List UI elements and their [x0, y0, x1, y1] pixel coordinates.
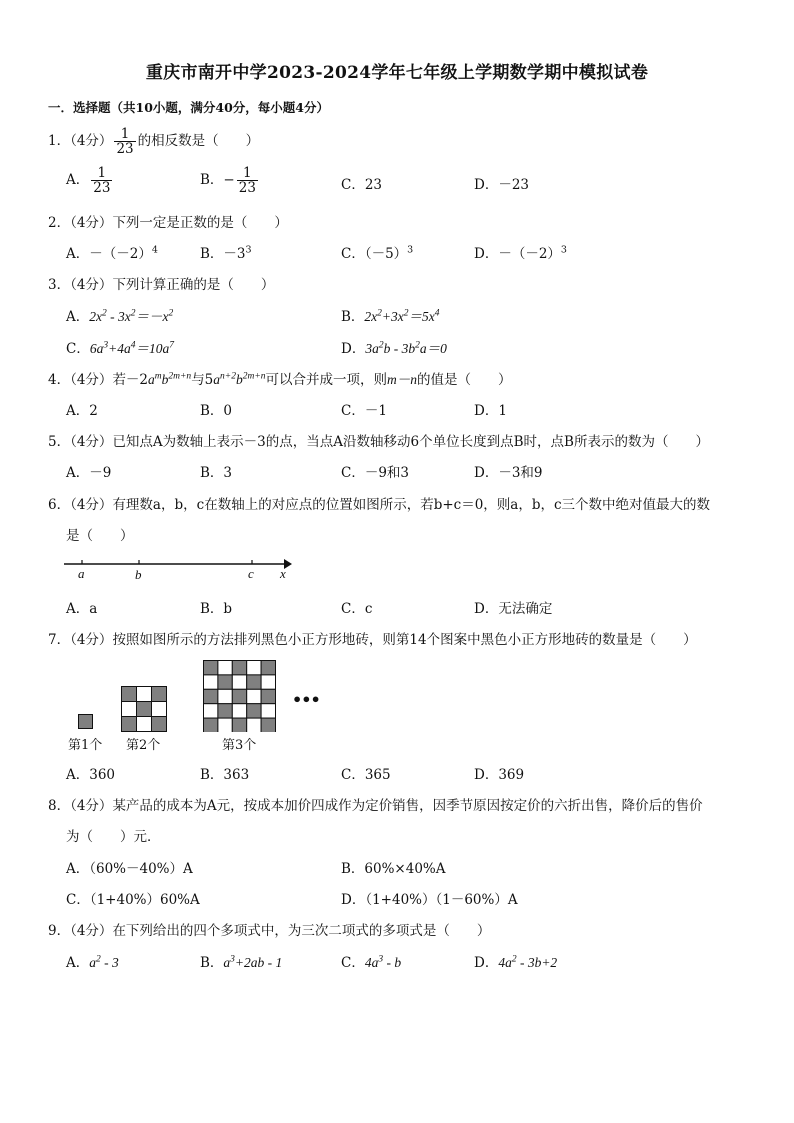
- black-tile: [261, 661, 275, 675]
- caption-2: 第2个: [126, 738, 161, 753]
- question-3: 3．（4分）下列计算正确的是（ ）: [48, 277, 275, 293]
- option-8b[interactable]: B．60%×40%A: [341, 861, 446, 877]
- option-8a[interactable]: A．（60%－40%）A: [66, 861, 193, 877]
- option-6d[interactable]: D．无法确定: [474, 601, 553, 617]
- option-9b[interactable]: B．$a^3+2ab - 1$: [200, 954, 283, 971]
- tile-pattern-1: [78, 714, 93, 729]
- white-tile: [247, 689, 261, 703]
- option-5b[interactable]: B．3: [200, 465, 233, 481]
- tile-pattern-2: [121, 686, 167, 732]
- black-tile: [247, 675, 261, 689]
- black-tile: [261, 718, 275, 732]
- option-2c[interactable]: C．$(-5)^3$: [341, 244, 414, 262]
- label-c: c: [248, 566, 254, 581]
- question-8-cont: 为（ ）元．: [66, 829, 161, 845]
- question-6-cont: 是（ ）: [66, 528, 134, 544]
- option-2a[interactable]: A．$-(-2)^4$: [66, 244, 158, 262]
- option-5c[interactable]: C．－9和3: [341, 465, 410, 481]
- black-tile: [218, 704, 232, 718]
- option-4d[interactable]: D．1: [474, 403, 507, 419]
- label-a: a: [78, 566, 85, 581]
- option-3b[interactable]: B．$2x^2+3x^2=5x^4$: [341, 308, 440, 325]
- white-tile: [232, 704, 246, 718]
- question-8: 8．（4分）某产品的成本为A元，按成本加价四成作为定价销售，因季节原因按定价的六折出售，降价后的售价: [48, 798, 703, 814]
- option-1c[interactable]: C．23: [341, 177, 383, 193]
- question-1: [48, 127, 259, 156]
- question-5: 5．（4分）已知点A为数轴上表示－3的点，当点A沿数轴移动6个单位长度到点B时，点B所表示的数为（ ）: [48, 434, 709, 450]
- question-4: 4．（4分）若$-2a^mb^{2m+n}$与$5a^{n+2}b^{2m+n}$可以合并成一项，则m－n的值是（ ）: [48, 371, 512, 388]
- black-tile: [79, 715, 93, 729]
- black-tile: [247, 704, 261, 718]
- black-tile: [218, 675, 232, 689]
- black-tile: [232, 718, 246, 732]
- option-6b[interactable]: B．b: [200, 601, 233, 617]
- white-tile: [204, 704, 218, 718]
- option-7a[interactable]: A．360: [66, 767, 116, 783]
- label-b: b: [135, 567, 142, 582]
- option-7b[interactable]: B．363: [200, 767, 250, 783]
- white-tile: [137, 717, 152, 732]
- option-7d[interactable]: D．369: [474, 767, 525, 783]
- white-tile: [247, 718, 261, 732]
- option-4b[interactable]: B．0: [200, 403, 233, 419]
- option-7c[interactable]: C．365: [341, 767, 391, 783]
- ellipsis-icon: •••: [292, 690, 320, 709]
- option-3d[interactable]: D．$3a^2b - 3b^2a=0$: [341, 340, 447, 357]
- black-tile: [152, 687, 167, 702]
- black-tile: [137, 702, 152, 717]
- question-text: 的相反数是（ ）: [137, 133, 260, 150]
- black-tile: [204, 661, 218, 675]
- black-tile: [122, 687, 137, 702]
- white-tile: [232, 675, 246, 689]
- option-9d[interactable]: D．$4a^2 - 3b+2$: [474, 954, 558, 971]
- question-7: 7．（4分）按照如图所示的方法排列黑色小正方形地砖，则第14个图案中黑色小正方形地砖的数量是（ ）: [48, 632, 697, 648]
- question-2: 2．（4分）下列一定是正数的是（ ）: [48, 215, 288, 231]
- white-tile: [261, 704, 275, 718]
- option-2b[interactable]: B．$-3^3$: [200, 244, 252, 262]
- black-tile: [232, 661, 246, 675]
- option-5a[interactable]: A．－9: [66, 465, 112, 481]
- black-tile: [152, 717, 167, 732]
- black-tile: [232, 689, 246, 703]
- white-tile: [261, 675, 275, 689]
- option-4c[interactable]: C．－1: [341, 403, 387, 419]
- tile-pattern-3: [203, 660, 277, 732]
- option-1b[interactable]: B．− $\frac{1}{23}$: [200, 165, 256, 197]
- option-2d[interactable]: D．$-(-2)^3$: [474, 244, 567, 262]
- fraction: $\frac{1}{23}$: [116, 126, 134, 158]
- option-3a[interactable]: A．$2x^2 - 3x^2=-x^2$: [66, 308, 174, 325]
- white-tile: [218, 661, 232, 675]
- white-tile: [204, 675, 218, 689]
- white-tile: [218, 718, 232, 732]
- section-heading: 一．选择题（共10小题，满分40分，每小题4分）: [48, 100, 329, 115]
- white-tile: [247, 661, 261, 675]
- label-x: x: [280, 566, 286, 581]
- option-8c[interactable]: C．（1+40%）60%A: [66, 892, 200, 908]
- white-tile: [152, 702, 167, 717]
- option-4a[interactable]: A．2: [66, 403, 98, 419]
- white-tile: [122, 702, 137, 717]
- option-6a[interactable]: A．a: [66, 601, 98, 617]
- black-tile: [122, 717, 137, 732]
- option-1a[interactable]: A． $\frac{1}{23}$: [66, 165, 111, 197]
- black-tile: [204, 689, 218, 703]
- option-9c[interactable]: C．$4a^3$ - b: [341, 954, 402, 971]
- option-5d[interactable]: D．－3和9: [474, 465, 543, 481]
- number-line: [62, 555, 294, 575]
- caption-1: 第1个: [68, 738, 103, 753]
- white-tile: [137, 687, 152, 702]
- option-1d[interactable]: D．－23: [474, 177, 530, 193]
- black-tile: [261, 689, 275, 703]
- option-8d[interactable]: D．（1+40%）（1－60%）A: [341, 892, 518, 908]
- question-9: 9．（4分）在下列给出的四个多项式中，为三次二项式的多项式是（ ）: [48, 923, 491, 939]
- black-tile: [204, 718, 218, 732]
- caption-3: 第3个: [222, 738, 257, 753]
- option-9a[interactable]: A．$a^2 - 3$: [66, 954, 119, 971]
- white-tile: [218, 689, 232, 703]
- question-6: 6．（4分）有理数a，b，c在数轴上的对应点的位置如图所示，若b+c＝0，则a，b，c三个数中绝对值最大的数: [48, 497, 711, 513]
- question-prefix: 1．（4分）: [48, 133, 113, 150]
- page-title: 重庆市南开中学2023-2024学年七年级上学期数学期中模拟试卷: [145, 63, 649, 83]
- option-3c[interactable]: C．$6a^3+4a^4=10a^7$: [66, 340, 174, 357]
- option-6c[interactable]: C．c: [341, 601, 373, 617]
